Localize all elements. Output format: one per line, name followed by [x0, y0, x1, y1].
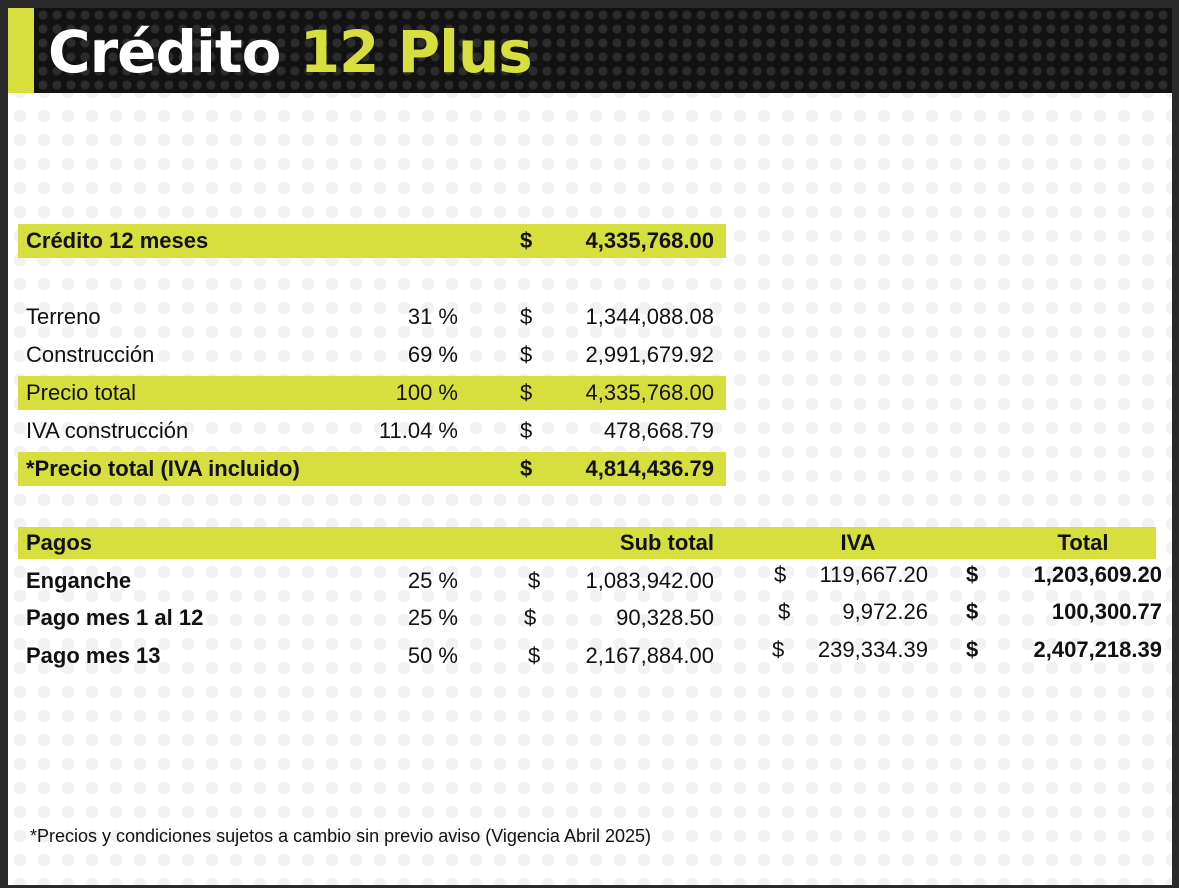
breakdown-label: Terreno	[26, 304, 101, 329]
page-title	[48, 12, 532, 92]
payment-percent: 25 %	[407, 605, 458, 630]
payment-percent: 25 %	[407, 568, 458, 593]
payments-header-label: Pagos	[26, 530, 93, 555]
payment-subtotal-currency: $	[528, 643, 541, 668]
header-banner	[8, 8, 1172, 93]
payment-total-currency: $	[966, 599, 979, 624]
payment-total: 1,203,609.20	[1033, 562, 1162, 587]
accent-bar	[8, 8, 34, 93]
payments-header-iva: IVA	[840, 530, 876, 555]
payment-iva: 239,334.39	[817, 637, 928, 662]
payment-label: Pago mes 1 al 12	[26, 605, 204, 630]
payment-subtotal-currency: $	[524, 605, 537, 630]
payment-total: 100,300.77	[1051, 599, 1162, 624]
payments-header-row	[18, 527, 1156, 559]
credit-summary-label: Crédito 12 meses	[26, 228, 209, 253]
payment-subtotal-currency: $	[528, 568, 541, 593]
payment-row	[18, 562, 1162, 598]
breakdown-amount: 1,344,088.08	[585, 304, 714, 329]
breakdown-currency: $	[520, 342, 533, 367]
footnote: *Precios y condiciones sujetos a cambio sin previo aviso (Vigencia Abril 2025)	[30, 826, 651, 846]
breakdown-row	[18, 452, 726, 486]
payment-iva: 119,667.20	[819, 562, 928, 587]
slide	[8, 8, 1172, 885]
payment-row	[18, 599, 1162, 635]
breakdown-label: Precio total	[26, 380, 137, 405]
credit-summary-amount: 4,335,768.00	[585, 228, 714, 253]
payment-subtotal: 90,328.50	[616, 605, 714, 630]
payment-total-currency: $	[966, 562, 979, 587]
credit-summary-currency: $	[520, 228, 533, 253]
breakdown-currency: $	[520, 380, 533, 405]
breakdown-amount: 4,814,436.79	[585, 456, 714, 481]
payment-iva-currency: $	[774, 562, 787, 587]
breakdown-currency: $	[520, 418, 533, 443]
payment-iva-currency: $	[772, 637, 785, 662]
breakdown-amount: 2,991,679.92	[585, 342, 714, 367]
breakdown-currency: $	[520, 456, 533, 481]
payment-iva-currency: $	[778, 599, 791, 624]
breakdown-currency: $	[520, 304, 533, 329]
title-main: Crédito	[48, 18, 281, 86]
payment-total: 2,407,218.39	[1033, 637, 1162, 662]
breakdown-row	[18, 414, 726, 448]
breakdown-percent: 11.04 %	[378, 418, 458, 443]
title-accent: 12 Plus	[299, 18, 532, 86]
breakdown-percent: 69 %	[407, 342, 458, 367]
breakdown-row	[18, 338, 726, 372]
breakdown-row	[18, 376, 726, 410]
payment-iva: 9,972.26	[842, 599, 928, 624]
payments-header-total: Total	[1057, 530, 1109, 555]
payment-percent: 50 %	[407, 643, 458, 668]
payment-row	[18, 637, 1162, 673]
payment-label: Enganche	[26, 568, 132, 593]
breakdown-label: *Precio total (IVA incluido)	[26, 456, 300, 481]
credit-summary-row	[18, 224, 726, 258]
breakdown-row	[18, 300, 726, 334]
breakdown-label: IVA construcción	[26, 418, 189, 443]
payment-total-currency: $	[966, 637, 979, 662]
breakdown-percent: 31 %	[407, 304, 458, 329]
payment-subtotal: 2,167,884.00	[585, 643, 714, 668]
breakdown-amount: 478,668.79	[603, 418, 714, 443]
breakdown-amount: 4,335,768.00	[585, 380, 714, 405]
payments-header-subtotal: Sub total	[619, 530, 714, 555]
payment-subtotal: 1,083,942.00	[585, 568, 714, 593]
payment-label: Pago mes 13	[26, 643, 161, 668]
breakdown-label: Construcción	[26, 342, 155, 367]
breakdown-percent: 100 %	[395, 380, 458, 405]
